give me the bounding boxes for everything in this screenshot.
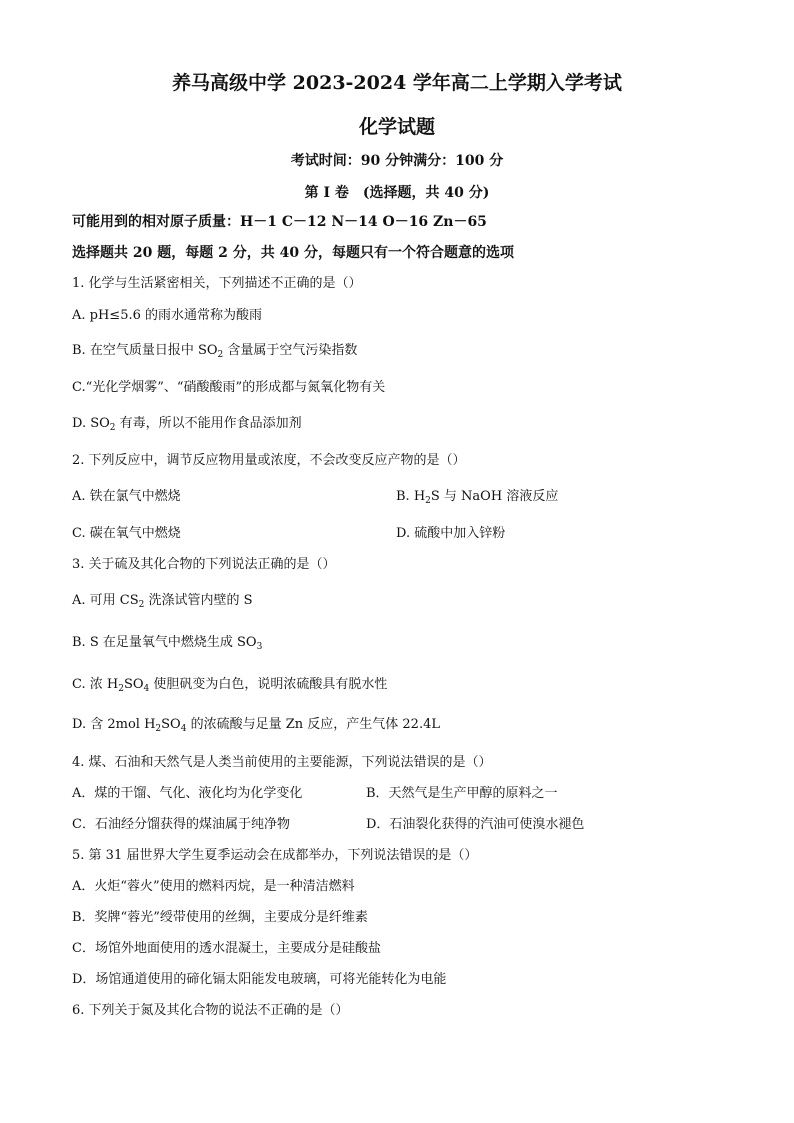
- question-4-stem: 4. 煤、石油和天然气是人类当前使用的主要能源，下列说法错误的是（）: [72, 755, 492, 770]
- question-3-option-d: D. 含 2mol $H_2SO_4$ 的浓硫酸与足量 Zn 反应，产生气体 22.4L: [72, 717, 440, 734]
- question-3-option-b: B. S 在足量氧气中燃烧生成 $SO_3$: [72, 635, 263, 652]
- exam-title: 养马高级中学 2023-2024 学年高二上学期入学考试: [172, 72, 622, 94]
- atomic-masses: 可能用到的相对原子质量：H－1 C－12 N－14 O－16 Zn－65: [72, 214, 487, 230]
- question-5-option-c: C．场馆外地面使用的透水混凝土，主要成分是硅酸盐: [72, 941, 381, 956]
- question-4-option-a: A．煤的干馏、气化、液化均为化学变化: [72, 786, 303, 801]
- question-5-option-b: B．奖牌“蓉光”绶带使用的丝绸，主要成分是纤维素: [72, 910, 368, 925]
- subject-title: 化学试题: [358, 116, 435, 138]
- question-3-option-a: A. 可用 $CS_2$ 洗涤试管内壁的 S: [72, 593, 253, 610]
- question-4-option-b: B．天然气是生产甲醇的原料之一: [366, 786, 558, 801]
- question-2-option-c: C. 碳在氧气中燃烧: [72, 526, 181, 541]
- section-heading: 第 I 卷 (选择题，共 40 分): [304, 185, 490, 201]
- question-5-option-a: A．火炬“蓉火”使用的燃料丙烷，是一种清洁燃料: [72, 879, 355, 894]
- question-2-option-b: B. $H_2S$ 与 NaOH 溶液反应: [396, 489, 559, 506]
- question-1-option-c: C.“光化学烟雾”、“硝酸酸雨”的形成都与氮氧化物有关: [72, 380, 386, 395]
- question-3-stem: 3. 关于硫及其化合物的下列说法正确的是（）: [72, 557, 336, 572]
- question-6-stem: 6. 下列关于氮及其化合物的说法不正确的是（）: [72, 1003, 349, 1018]
- question-5-stem: 5. 第 31 届世界大学生夏季运动会在成都举办，下列说法错误的是（）: [72, 848, 478, 863]
- question-1-option-a: A. pH≤5.6 的雨水通常称为酸雨: [72, 308, 263, 323]
- question-1-stem: 1. 化学与生活紧密相关，下列描述不正确的是（）: [72, 276, 362, 291]
- question-5-option-d: D．场馆通道使用的碲化镉太阳能发电玻璃，可将光能转化为电能: [72, 972, 447, 987]
- question-4-option-d: D．石油裂化获得的汽油可使溴水褪色: [366, 817, 585, 832]
- question-3-option-c: C. 浓 $H_2SO_4$ 使胆矾变为白色，说明浓硫酸具有脱水性: [72, 677, 388, 694]
- question-2-option-d: D. 硫酸中加入锌粉: [396, 526, 506, 541]
- question-1-option-d: D. $SO_2$ 有毒，所以不能用作食品添加剂: [72, 416, 302, 433]
- question-2-stem: 2. 下列反应中，调节反应物用量或浓度，不会改变反应产物的是（）: [72, 453, 466, 468]
- question-4-option-c: C．石油经分馏获得的煤油属于纯净物: [72, 817, 290, 832]
- question-2-option-a: A. 铁在氯气中燃烧: [72, 489, 181, 504]
- instructions: 选择题共 20 题，每题 2 分，共 40 分，每题只有一个符合题意的选项: [72, 245, 514, 261]
- exam-info: 考试时间：90 分钟满分：100 分: [290, 153, 504, 169]
- question-1-option-b: B. 在空气质量日报中 $SO_2$ 含量属于空气污染指数: [72, 343, 358, 360]
